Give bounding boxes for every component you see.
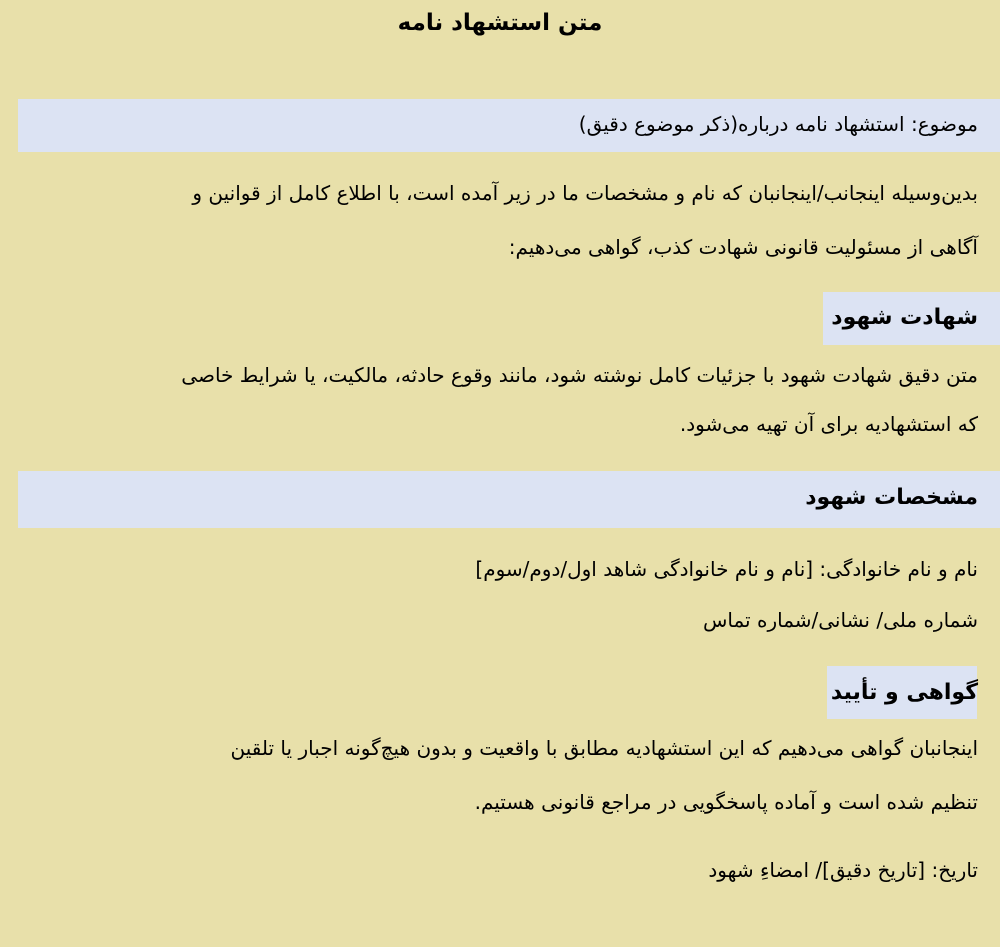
confirm-text-line-2: تنظیم شده است و آماده پاسخگویی در مراجع قانونی هستیم. <box>474 790 978 814</box>
document-title: متن استشهاد نامه <box>397 10 603 36</box>
date-signature-line: تاریخ: [تاریخ دقیق]/ امضاءِ شهود <box>708 858 978 882</box>
witness-name-line: نام و نام خانوادگی: [نام و نام خانوادگی شاهد اول/دوم/سوم] <box>475 557 978 581</box>
witness-heading: شهادت شهود <box>831 305 978 330</box>
witness-text-line-1: متن دقیق شهادت شهود با جزئیات کامل نوشته شود، مانند وقوع حادثه، مالکیت، یا شرایط خاصی <box>181 363 978 387</box>
confirm-heading: گواهی و تأیید <box>830 680 978 705</box>
specs-heading: مشخصات شهود <box>805 485 978 510</box>
witness-id-line: شماره ملی/ نشانی/شماره تماس <box>702 608 978 632</box>
confirm-text-line-1: اینجانبان گواهی می‌دهیم که این استشهادیه مطابق با واقعیت و بدون هیچ‌گونه اجبار یا تلقین <box>230 736 978 760</box>
intro-line-2: آگاهی از مسئولیت قانونی شهادت کذب، گواهی می‌دهیم: <box>508 235 978 259</box>
subject-line: موضوع: استشهاد نامه درباره(ذکر موضوع دقیق) <box>578 112 978 136</box>
witness-text-line-2: که استشهادیه برای آن تهیه می‌شود. <box>679 412 978 436</box>
intro-line-1: بدین‌وسیله اینجانب/اینجانبان که نام و مشخصات ما در زیر آمده است، با اطلاع کامل از قوانین و <box>192 181 978 205</box>
